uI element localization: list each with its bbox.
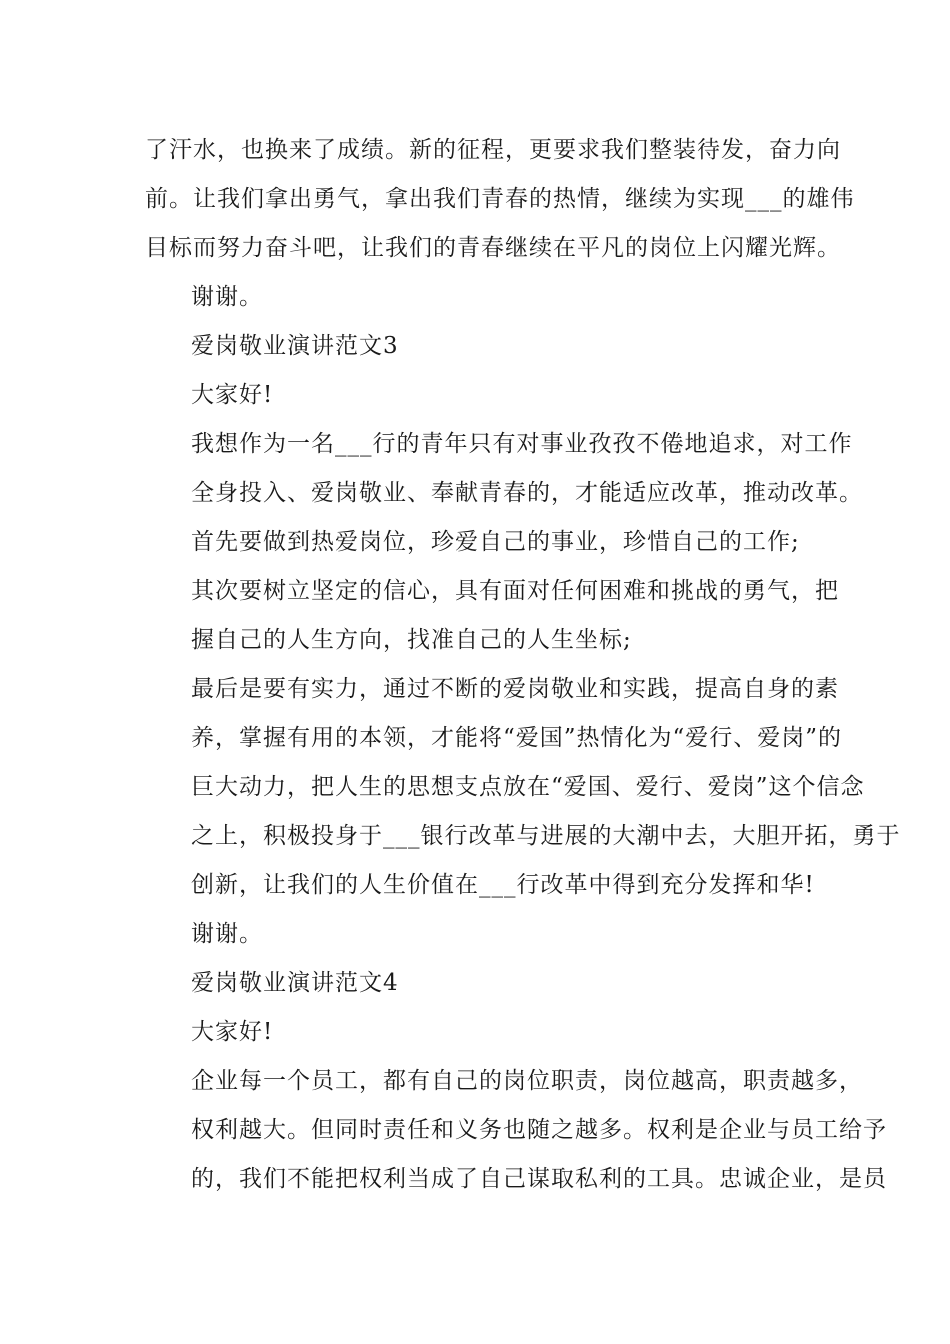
text-line: 全身投入、爱岗敬业、奉献青春的，才能适应改革，推动改革。 <box>191 480 863 506</box>
greeting <box>145 371 835 420</box>
paragraph <box>145 1057 887 1204</box>
heading-text: 爱岗敬业演讲范文3 <box>191 333 399 359</box>
closing-thanks <box>145 273 835 322</box>
text-line: 权利越大。但同时责任和义务也随之越多。权利是企业与员工给予 <box>191 1117 887 1143</box>
text-line: 的，我们不能把权利当成了自己谋取私利的工具。忠诚企业，是员 <box>191 1166 887 1192</box>
closing-thanks <box>145 910 835 959</box>
greeting <box>145 1008 835 1057</box>
text-line: 巨大动力，把人生的思想支点放在“爱国、爱行、爱岗”这个信念 <box>191 774 865 800</box>
text-line: 养，掌握有用的本领，才能将“爱国”热情化为“爱行、爱岗”的 <box>191 725 843 751</box>
text-line: 谢谢。 <box>191 921 263 947</box>
text-line: 目标而努力奋斗吧，让我们的青春继续在平凡的岗位上闪耀光辉。 <box>145 235 841 261</box>
document-body <box>145 126 901 1204</box>
text-line: 大家好! <box>191 382 274 408</box>
paragraph <box>145 518 835 567</box>
text-line: 大家好! <box>191 1019 274 1045</box>
text-line: 谢谢。 <box>191 284 263 310</box>
paragraph <box>145 567 839 665</box>
heading-text: 爱岗敬业演讲范文4 <box>191 970 399 996</box>
text-line: 了汗水，也换来了成绩。新的征程，更要求我们整装待发，奋力向 <box>145 137 841 163</box>
text-line: 企业每一个员工，都有自己的岗位职责，岗位越高，职责越多， <box>191 1068 863 1094</box>
text-line: 我想作为一名___行的青年只有对事业孜孜不倦地追求，对工作 <box>191 431 853 457</box>
paragraph-continuation <box>145 126 855 273</box>
section-heading-3 <box>145 322 835 371</box>
paragraph <box>145 665 901 910</box>
text-line: 最后是要有实力，通过不断的爱岗敬业和实践，提高自身的素 <box>191 676 839 702</box>
text-line: 创新，让我们的人生价值在___行改革中得到充分发挥和华! <box>191 872 815 898</box>
text-line: 其次要树立坚定的信心，具有面对任何困难和挑战的勇气，把 <box>191 578 839 604</box>
text-line: 握自己的人生方向，找准自己的人生坐标; <box>191 627 632 653</box>
text-line: 之上，积极投身于___银行改革与进展的大潮中去，大胆开拓，勇于 <box>191 823 901 849</box>
text-line: 前。让我们拿出勇气，拿出我们青春的热情，继续为实现___的雄伟 <box>145 186 855 212</box>
paragraph <box>145 420 863 518</box>
text-line: 首先要做到热爱岗位，珍爱自己的事业，珍惜自己的工作; <box>191 529 800 555</box>
section-heading-4 <box>145 959 835 1008</box>
